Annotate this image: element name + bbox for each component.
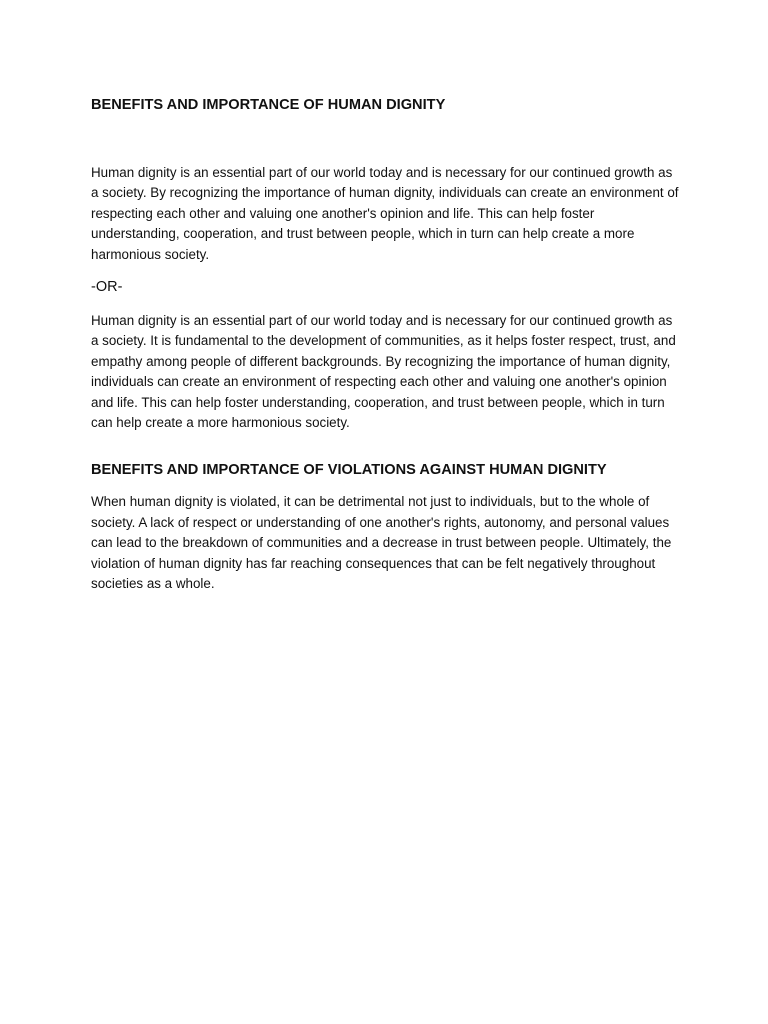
section-heading-violations: BENEFITS AND IMPORTANCE OF VIOLATIONS AGAINST HUMAN DIGNITY: [91, 462, 607, 479]
paragraph-human-dignity-long: Human dignity is an essential part of our world today and is necessary for our continued growth as a society. It is fundamental to the development of communities, as it helps foster respect, trust, and empathy among people of different backgrounds. By recognizing the importance of human dignity, individuals can create an environment of respecting each other and valuing one another's opinion and life. This can help foster understanding, cooperation, and trust between people, which in turn can help create a more harmonious society.: [91, 313, 676, 431]
paragraph-violations: When human dignity is violated, it can be detrimental not just to individuals, but to the whole of society. A lack of respect or understanding of one another's rights, autonomy, and personal values can lead to the breakdown of communities and a decrease in trust between people. Ultimately, the violation of human dignity has far reaching consequences that can be felt negatively throughout societies as a whole.: [91, 494, 672, 592]
paragraph-human-dignity-short: Human dignity is an essential part of our world today and is necessary for our continued growth as a society. By recognizing the importance of human dignity, individuals can create an environment of respecting each other and valuing one another's opinion and life. This can help foster understanding, cooperation, and trust between people, which in turn can help create a more harmonious society.: [91, 165, 679, 262]
section-heading-human-dignity: BENEFITS AND IMPORTANCE OF HUMAN DIGNITY: [91, 97, 446, 113]
document-body: [91, 96, 681, 595]
or-separator: -OR-: [91, 279, 123, 296]
